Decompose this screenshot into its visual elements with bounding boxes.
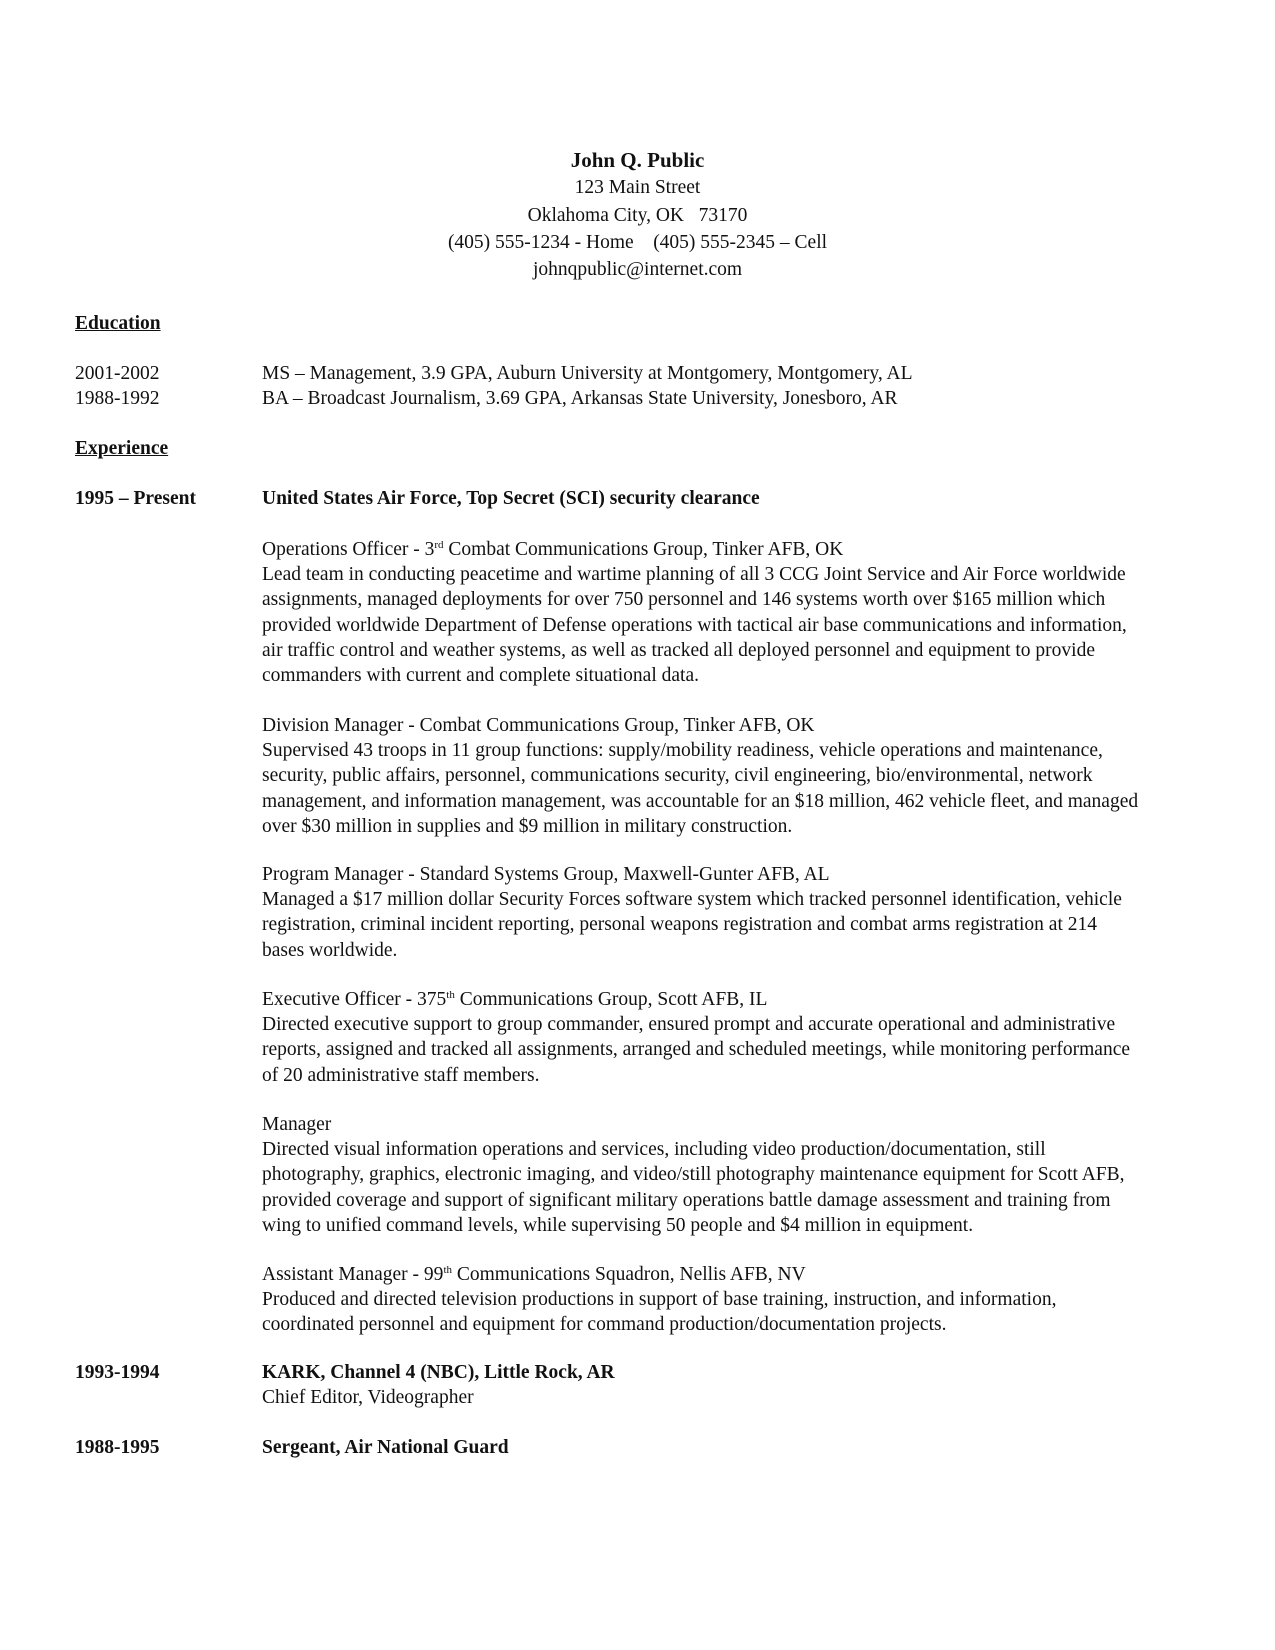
role-entry <box>262 1262 1056 1338</box>
role-description-line: coordinated personnel and equipment for command production/documentation projects. <box>262 1314 947 1336</box>
role-entry <box>262 537 1127 688</box>
role-title <box>262 713 1138 738</box>
role-title-text: Communications Squadron, Nellis AFB, NV <box>452 1264 806 1285</box>
role-title-text: Division Manager - Combat Communications Group, Tinker AFB, OK <box>262 715 815 736</box>
role-description-line: Directed executive support to group commander, ensured prompt and accurate operational and administrative <box>262 1014 1116 1036</box>
ordinal-suffix: rd <box>434 539 444 551</box>
job-role: Chief Editor, Videographer <box>262 1387 474 1408</box>
role-title-text: Communications Group, Scott AFB, IL <box>454 989 768 1010</box>
role-description-line: air traffic control and weather systems, as well as tracked all deployed personnel and equipment to provide <box>262 639 1095 661</box>
education-dates: 1988-1992 <box>75 388 160 409</box>
role-description-line: provided worldwide Department of Defense operations with tactical air base communications and information, <box>262 614 1127 636</box>
role-description-line: wing to unified command levels, while supervising 50 people and $4 million in equipment. <box>262 1214 974 1236</box>
role-description-line: Lead team in conducting peacetime and wartime planning of all 3 CCG Joint Service and Air Force worldwide <box>262 564 1126 586</box>
role-description-line: reports, assigned and tracked all assignments, arranged and scheduled meetings, while monitoring performance <box>262 1039 1131 1061</box>
role-description-line: management, and information management, was accountable for an $18 million, 462 vehicle fleet, and managed <box>262 790 1139 812</box>
role-title-text: Combat Communications Group, Tinker AFB, OK <box>443 539 844 560</box>
job-dates: 1993-1994 <box>75 1362 160 1383</box>
role-entry <box>262 862 1122 963</box>
ordinal-suffix: th <box>443 1264 452 1276</box>
role-description-line: security, public affairs, personnel, communications security, civil engineering, bio/environmental, network <box>262 765 1093 787</box>
role-description-line: commanders with current and complete situational data. <box>262 664 699 686</box>
role-description-line: bases worldwide. <box>262 939 398 961</box>
role-title <box>262 862 1122 887</box>
role-description-line: over $30 million in supplies and $9 million in military construction. <box>262 815 793 837</box>
role-entry <box>262 713 1138 839</box>
email-address: johnqpublic@internet.com <box>532 259 743 280</box>
role-title <box>262 1112 1125 1137</box>
job-organization: United States Air Force, Top Secret (SCI) security clearance <box>262 488 760 509</box>
education-heading: Education <box>75 313 161 334</box>
education-degree: BA – Broadcast Journalism, 3.69 GPA, Arkansas State University, Jonesboro, AR <box>262 388 898 409</box>
role-entry <box>262 987 1130 1088</box>
role-description-line: of 20 administrative staff members. <box>262 1064 540 1086</box>
experience-heading: Experience <box>75 438 169 459</box>
role-description-line: provided coverage and support of significant military operations battle damage assessment and training from <box>262 1189 1111 1211</box>
job-dates: 1988-1995 <box>75 1437 160 1458</box>
role-description-line: Supervised 43 troops in 11 group functions: supply/mobility readiness, vehicle operations and maintenance, <box>262 740 1103 762</box>
role-title-text: Assistant Manager - 99 <box>262 1264 444 1285</box>
role-title-text: Program Manager - Standard Systems Group, Maxwell-Gunter AFB, AL <box>262 864 830 885</box>
role-title <box>262 987 1130 1012</box>
role-entry <box>262 1112 1125 1238</box>
applicant-name: John Q. Public <box>570 148 705 172</box>
role-description-line: Produced and directed television productions in support of base training, instruction, and information, <box>262 1289 1057 1311</box>
job-organization: KARK, Channel 4 (NBC), Little Rock, AR <box>262 1362 615 1383</box>
role-description-line: registration, criminal incident reporting, personal weapons registration and combat arms registration at 214 <box>262 914 1098 936</box>
education-dates: 2001-2002 <box>75 363 160 384</box>
role-description-line: Managed a $17 million dollar Security Forces software system which tracked personnel identification, vehicle <box>262 889 1122 911</box>
role-description-line: Directed visual information operations and services, including video production/documentation, still <box>262 1139 1046 1161</box>
role-title <box>262 1262 1056 1287</box>
job-dates: 1995 – Present <box>75 488 196 509</box>
role-description-line: assignments, managed deployments for over 750 personnel and 146 systems worth over $165 million which <box>262 589 1106 611</box>
role-title <box>262 537 1127 562</box>
city-state-zip: Oklahoma City, OK 73170 <box>527 205 748 226</box>
street-address: 123 Main Street <box>574 177 701 198</box>
role-title-text: Manager <box>262 1114 332 1135</box>
ordinal-suffix: th <box>446 989 455 1001</box>
role-title-text: Operations Officer - 3 <box>262 539 435 560</box>
phone-numbers: (405) 555-1234 - Home (405) 555-2345 – Cell <box>447 232 828 253</box>
role-title-text: Executive Officer - 375 <box>262 989 447 1010</box>
job-organization: Sergeant, Air National Guard <box>262 1437 509 1458</box>
education-degree: MS – Management, 3.9 GPA, Auburn University at Montgomery, Montgomery, AL <box>262 363 913 384</box>
role-description-line: photography, graphics, electronic imaging, and video/still photography maintenance equipment for Scott AFB, <box>262 1164 1125 1186</box>
